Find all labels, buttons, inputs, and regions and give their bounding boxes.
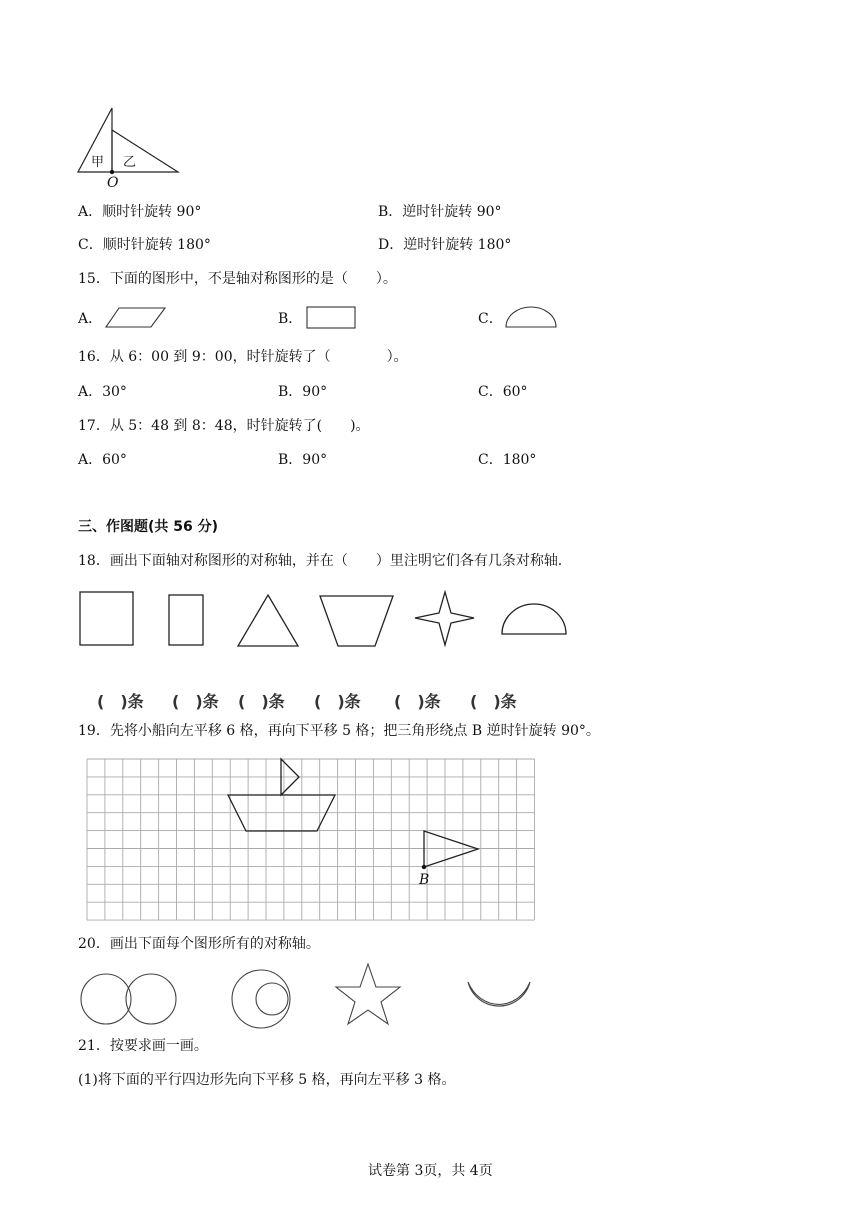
circle-outer (232, 970, 290, 1028)
label-point-o: O (107, 175, 119, 191)
q19-grid (85, 757, 535, 923)
q15-option-a[interactable]: A． (78, 311, 103, 327)
circle-inner (256, 983, 288, 1015)
q14-figure (74, 104, 184, 189)
q18-blank-5[interactable]: ( )条 (394, 692, 441, 711)
q17-option-a[interactable]: A．60° (78, 452, 127, 468)
q20-shapes (78, 962, 548, 1032)
q20-stem: 20．画出下面每个图形所有的对称轴。 (78, 936, 320, 952)
q18-stem: 18．画出下面轴对称图形的对称轴，并在（ ）里注明它们各有几条对称轴. (78, 553, 563, 569)
q14-option-a[interactable]: A．顺时针旋转 90° (78, 204, 202, 220)
triangle-b (424, 831, 478, 867)
label-jia: 甲 (91, 155, 105, 170)
crescent-shape (468, 982, 530, 1006)
label-point-b: B (419, 872, 430, 888)
q14-option-d[interactable]: D．逆时针旋转 180° (378, 237, 512, 253)
page-footer: 试卷第 3页，共 4页 (368, 1163, 493, 1179)
semicircle-shape (505, 306, 559, 330)
q14-option-b[interactable]: B．逆时针旋转 90° (378, 204, 502, 220)
q15-option-b[interactable]: B． (278, 311, 303, 327)
parallelogram-shape (105, 306, 167, 330)
circle-right (126, 974, 176, 1024)
label-yi: 乙 (123, 155, 137, 170)
rectangle-shape (169, 595, 203, 645)
triangle-shape (238, 595, 298, 646)
rectangle-shape (306, 306, 358, 332)
q19-stem: 19．先将小船向左平移 6 格，再向下平移 5 格；把三角形绕点 B 逆时针旋转 90°。 (78, 723, 600, 739)
q21-stem: 21．按要求画一画。 (78, 1038, 208, 1054)
circle-left (81, 974, 131, 1024)
q17-option-c[interactable]: C．180° (478, 452, 537, 468)
q16-stem: 16．从 6：00 到 9：00，时针旋转了（ ）。 (78, 349, 408, 365)
q17-stem: 17．从 5：48 到 8：48，时针旋转了( )。 (78, 418, 370, 434)
q18-blank-2[interactable]: ( )条 (172, 692, 219, 711)
q18-blank-4[interactable]: ( )条 (314, 692, 361, 711)
q18-blank-1[interactable]: ( )条 (97, 692, 144, 711)
q18-blank-3[interactable]: ( )条 (238, 692, 285, 711)
section-title: 三、作图题(共 56 分) (78, 519, 219, 535)
star4-shape (415, 592, 474, 645)
q16-option-b[interactable]: B．90° (278, 384, 328, 400)
q18-shapes (78, 590, 578, 650)
q15-option-c[interactable]: C． (478, 311, 503, 327)
q18-blank-6[interactable]: ( )条 (470, 692, 517, 711)
trapezoid-shape (320, 596, 393, 646)
q15-stem: 15．下面的图形中，不是轴对称图形的是（ ）。 (78, 271, 397, 287)
point-b (422, 865, 426, 869)
q14-option-c[interactable]: C．顺时针旋转 180° (78, 237, 211, 253)
star-shape (336, 964, 400, 1024)
square-shape (80, 592, 133, 645)
q21-sub1: (1)将下面的平行四边形先向下平移 5 格，再向左平移 3 格。 (78, 1072, 456, 1088)
q17-option-b[interactable]: B．90° (278, 452, 328, 468)
q16-option-a[interactable]: A．30° (78, 384, 127, 400)
q16-option-c[interactable]: C．60° (478, 384, 528, 400)
semicircle-shape (502, 604, 566, 634)
